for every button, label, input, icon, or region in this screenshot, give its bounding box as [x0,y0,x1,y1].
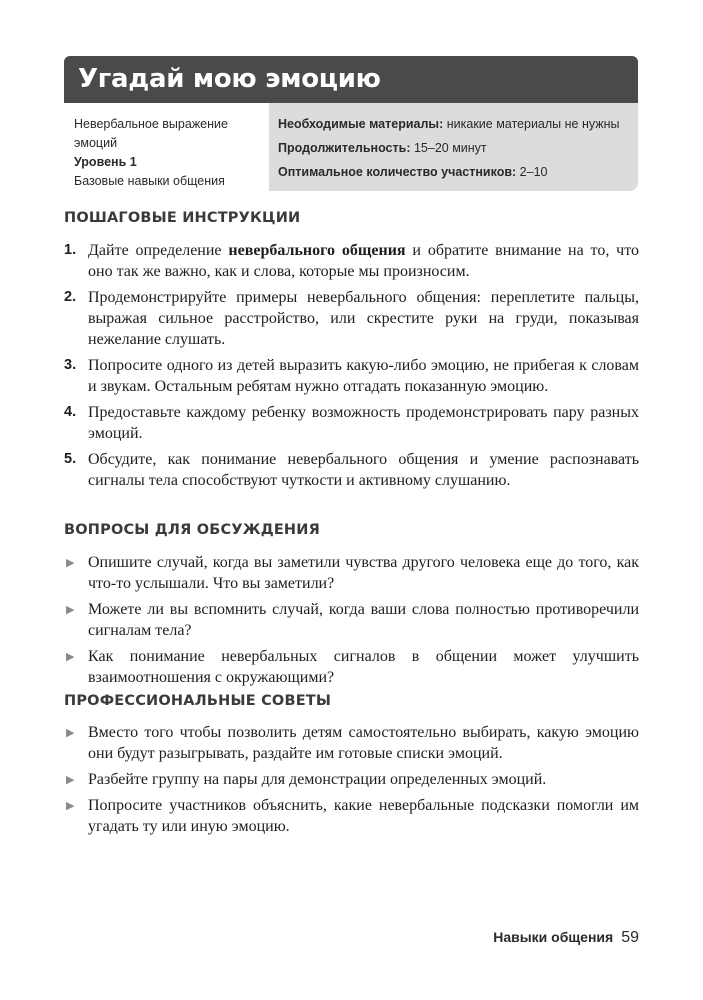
triangle-right-icon: ▶ [66,799,75,812]
instruction-number: 4. [64,404,77,420]
activity-topic: Невербальное выражение эмоций [74,117,228,150]
materials-label: Необходимые материалы: [278,117,444,131]
tip-text: Разбейте группу на пары для демонстрации определенных эмоций. [88,771,547,788]
questions-heading: ВОПРОСЫ ДЛЯ ОБСУЖДЕНИЯ [64,522,320,538]
instruction-item [64,355,639,397]
instructions-list [64,240,639,496]
instruction-text: Дайте определение [88,242,229,259]
instruction-term: невербального общения [228,242,406,259]
tips-list [64,722,639,842]
triangle-right-icon: ▶ [66,650,75,663]
participants-row [278,163,638,182]
activity-level-desc: Базовые навыки общения [74,174,225,188]
tips-heading: ПРОФЕССИОНАЛЬНЫЕ СОВЕТЫ [64,693,332,709]
question-text: Как понимание невербальных сигналов в общении может улучшить взаимоотношения с окружающими? [88,648,639,686]
instruction-text: Обсудите, как понимание невербального общения и умение распознавать сигналы тела способствуют чуткости и активному слушанию. [88,451,639,489]
instructions-heading: ПОШАГОВЫЕ ИНСТРУКЦИИ [64,210,301,226]
tip-item [64,795,639,837]
instruction-number: 2. [64,289,77,305]
tip-item [64,722,639,764]
question-text: Можете ли вы вспомнить случай, когда ваши слова полностью противоречили сигналам тела? [88,601,639,639]
duration-value: 15–20 минут [410,141,487,155]
activity-requirements [269,103,638,191]
instruction-text: и обратите внимание на то, что оно так же важно, как и слова, которые мы произносим. [88,242,640,280]
materials-value: никакие материалы не нужны [443,117,620,131]
triangle-right-icon: ▶ [66,556,75,569]
tip-text: Вместо того чтобы позволить детям самостоятельно выбирать, какую эмоцию они будут разыгрывать, раздайте им готовые списки эмоций. [88,724,639,762]
instruction-text: Попросите одного из детей выразить какую-либо эмоцию, не прибегая к словам и звукам. Остальным ребятам нужно отгадать показанную эмоцию. [88,357,639,395]
question-item [64,552,639,594]
tip-item [64,769,639,790]
activity-summary [74,115,259,191]
duration-row [278,139,638,158]
question-item [64,646,639,688]
triangle-right-icon: ▶ [66,726,75,739]
participants-label: Оптимальное количество участников: [278,165,517,179]
instruction-item [64,402,639,444]
duration-label: Продолжительность: [278,141,411,155]
questions-list [64,552,639,693]
triangle-right-icon: ▶ [66,773,75,786]
instruction-item [64,287,639,350]
instruction-text: Предоставьте каждому ребенку возможность продемонстрировать пару разных эмоций. [88,404,639,442]
footer-section-title: Навыки общения [493,929,614,945]
page-title: Угадай мою эмоцию [64,56,638,103]
participants-value: 2–10 [516,165,548,179]
instruction-number: 3. [64,357,77,373]
tip-text: Попросите участников объяснить, какие невербальные подсказки помогли им угадать ту или иную эмоцию. [88,797,639,835]
activity-info [64,103,638,191]
page-footer [493,929,639,947]
question-text: Опишите случай, когда вы заметили чувства другого человека еще до того, как что-то услышали. Что вы заметили? [88,554,639,592]
instruction-number: 1. [64,242,77,258]
instruction-item [64,240,639,282]
triangle-right-icon: ▶ [66,603,75,616]
activity-level: Уровень 1 [74,155,137,169]
question-item [64,599,639,641]
instruction-text: Продемонстрируйте примеры невербального общения: переплетите пальцы, выражая сильное расстройство, или скрестите руки на груди, показывая нежелание слушать. [88,289,639,348]
instruction-number: 5. [64,451,77,467]
page-number: 59 [621,929,639,946]
instruction-item [64,449,639,491]
materials-row [278,115,638,134]
